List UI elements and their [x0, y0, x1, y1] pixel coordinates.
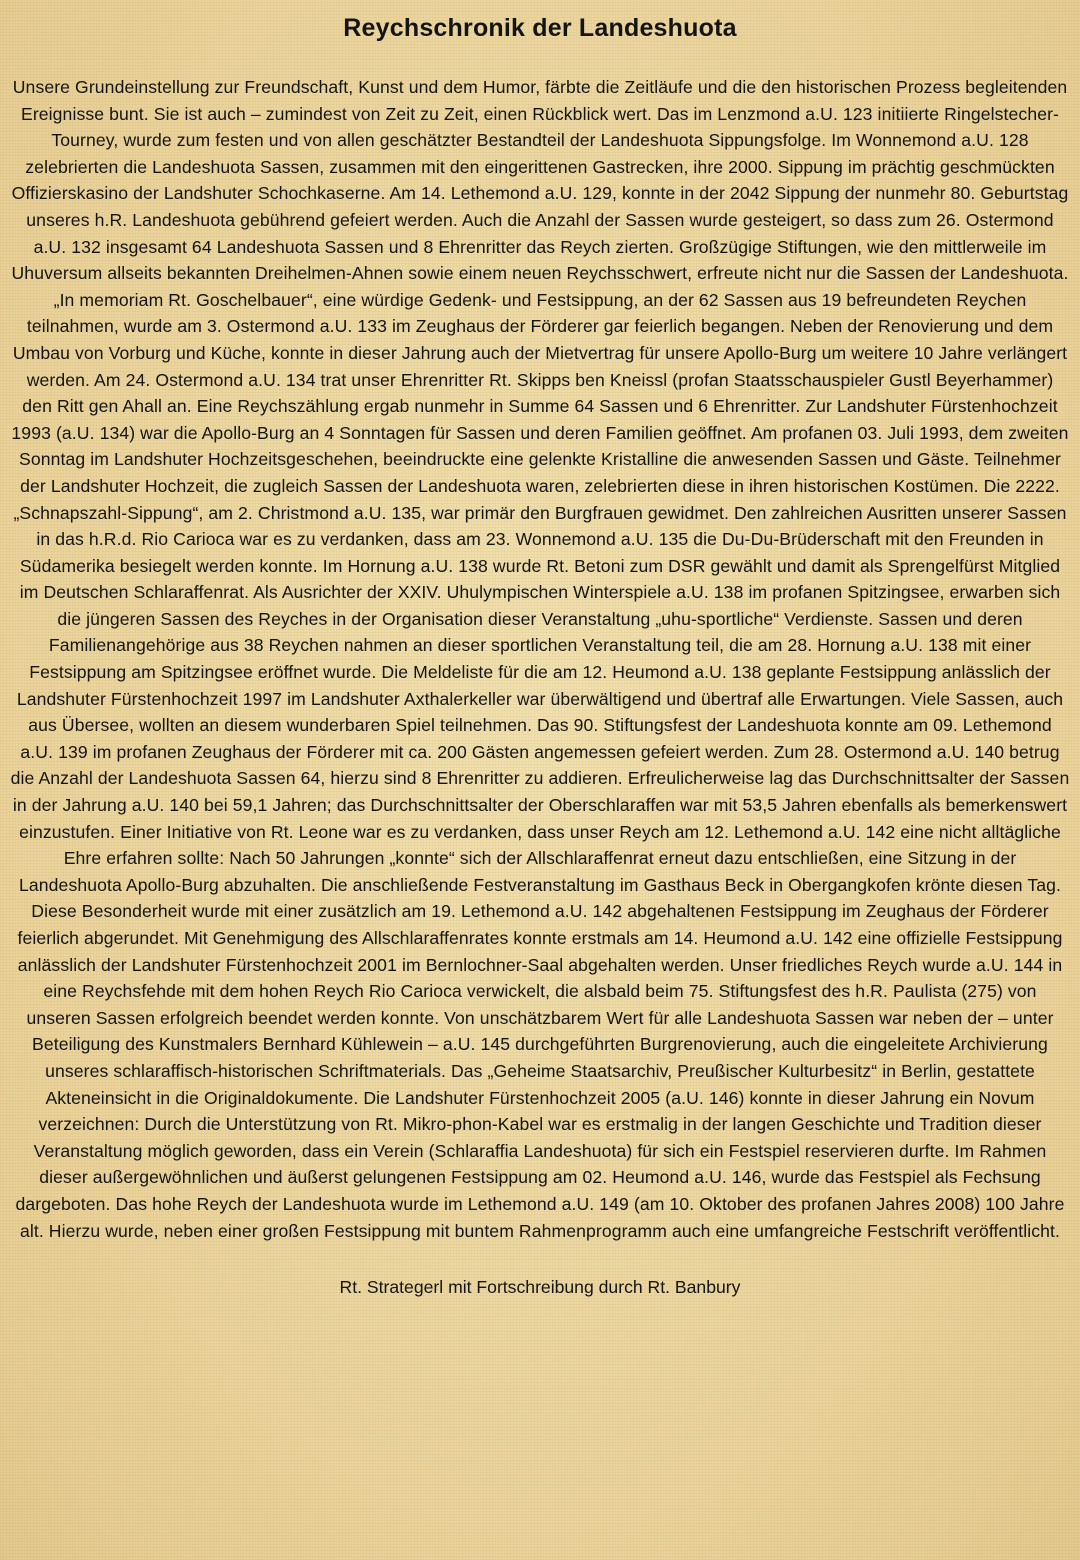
- chronicle-body-text: Unsere Grundeinstellung zur Freundschaft, Kunst und dem Humor, färbte die Zeitläufe und die den historischen Prozess begleitenden Ereignisse bunt. Sie ist auch – zumindest von Zeit zu Zeit, einen Rückblick wert. Das im Lenzmond a.U. 123 initiierte Ringelstecher-Tourney, wurde zum festen und von allen geschätzter Bestandteil der Landeshuota Sippungsfolge. Im Wonnemond a.U. 128 zelebrierten die Landeshuota Sassen, zusammen mit den eingerittenen Gastrecken, ihre 2000. Sippung im prächtig geschmückten Offizierskasino der Landshuter Schochkaserne. Am 14. Lethemond a.U. 129, konnte in der 2042 Sippung der nunmehr 80. Geburtstag unseres h.R. Landeshuota gebührend gefeiert werden. Auch die Anzahl der Sassen wurde gesteigert, so dass zum 26. Ostermond a.U. 132 insgesamt 64 Landeshuota Sassen und 8 Ehrenritter das Reych zierten. Großzügige Stiftungen, wie den mittlerweile im Uhuversum allseits bekannten Dreihelmen-Ahnen sowie einem neuen Reychsschwert, erfreute nicht nur die Sassen der Landeshuota. „In memoriam Rt. Goschelbauer“, eine würdige Gedenk- und Festsippung, an der 62 Sassen aus 19 befreundeten Reychen teilnahmen, wurde am 3. Ostermond a.U. 133 im Zeughaus der Förderer gar feierlich begangen. Neben der Renovierung und dem Umbau von Vorburg und Küche, konnte in dieser Jahrung auch der Mietvertrag für unsere Apollo-Burg um weitere 10 Jahre verlängert werden. Am 24. Ostermond a.U. 134 trat unser Ehrenritter Rt. Skipps ben Kneissl (profan Staatsschauspieler Gustl Beyerhammer) den Ritt gen Ahall an. Eine Reychszählung ergab nunmehr in Summe 64 Sassen und 6 Ehrenritter. Zur Landshuter Fürstenhochzeit 1993 (a.U. 134) war die Apollo-Burg an 4 Sonntagen für Sassen und deren Familien geöffnet. Am profanen 03. Juli 1993, dem zweiten Sonntag im Landshuter Hochzeitsgeschehen, beeindruckte eine gelenkte Kristalline die anwesenden Sassen und Gäste. Teilnehmer der Landshuter Hochzeit, die zugleich Sassen der Landeshuota waren, zelebrierten diese in ihren historischen Kostümen. Die 2222. „Schnapszahl-Sippung“, am 2. Christmond a.U. 135, war primär den Burgfrauen gewidmet. Den zahlreichen Ausritten unserer Sassen in das h.R.d. Rio Carioca war es zu verdanken, dass am 23. Wonnemond a.U. 135 die Du-Du-Brüderschaft mit den Freunden in Südamerika besiegelt werden konnte. Im Hornung a.U. 138 wurde Rt. Betoni zum DSR gewählt und damit als Sprengelfürst Mitglied im Deutschen Schlaraffenrat. Als Ausrichter der XXIV. Uhulympischen Winterspiele a.U. 138 im profanen Spitzingsee, erwarben sich die jüngeren Sassen des Reyches in der Organisation dieser Veranstaltung „uhu-sportliche“ Verdienste. Sassen und deren Familienangehörige aus 38 Reychen nahmen an dieser sportlichen Veranstaltung teil, die am 28. Hornung a.U. 138 mit einer Festsippung am Spitzingsee eröffnet wurde. Die Meldeliste für die am 12. Heumond a.U. 138 geplante Festsippung anlässlich der Landshuter Fürstenhochzeit 1997 im Landshuter Axthalerkeller war überwältigend und übertraf alle Erwartungen. Viele Sassen, auch aus Übersee, wollten an diesem wunderbaren Spiel teilnehmen. Das 90. Stiftungsfest der Landeshuota konnte am 09. Lethemond a.U. 139 im profanen Zeughaus der Förderer mit ca. 200 Gästen angemessen gefeiert werden. Zum 28. Ostermond a.U. 140 betrug die Anzahl der Landeshuota Sassen 64, hierzu sind 8 Ehrenritter zu addieren. Erfreulicherweise lag das Durchschnittsalter der Sassen in der Jahrung a.U. 140 bei 59,1 Jahren; das Durchschnittsalter der Oberschlaraffen war mit 53,5 Jahren ebenfalls als bemerkenswert einzustufen. Einer Initiative von Rt. Leone war es zu verdanken, dass unser Reych am 12. Lethemond a.U. 142 eine nicht alltägliche Ehre erfahren sollte: Nach 50 Jahrungen „konnte“ sich der Allschlaraffenrat erneut dazu entschließen, eine Sitzung in der Landeshuota Apollo-Burg abzuhalten. Die anschließende Festveranstaltung im Gasthaus Beck in Obergangkofen krönte diesen Tag. Diese Besonderheit wurde mit einer zusätzlich am 19. Lethemond a.U. 142 abgehaltenen Festsippung im Zeughaus der Förderer feierlich abgerundet. Mit Genehmigung des Allschlaraffenrates konnte erstmals am 14. Heumond a.U. 142 eine offizielle Festsippung anlässlich der Landshuter Fürstenhochzeit 2001 im Bernlochner-Saal abgehalten werden. Unser friedliches Reych wurde a.U. 144 in eine Reychsfehde mit dem hohen Reych Rio Carioca verwickelt, die alsbald beim 75. Stiftungsfest des h.R. Paulista (275) von unseren Sassen erfolgreich beendet werden konnte. Von unschätzbarem Wert für alle Landeshuota Sassen war neben der – unter Beteiligung des Kunstmalers Bernhard Kühlewein – a.U. 145 durchgeführten Burgrenovierung, auch die eingeleitete Archivierung unseres schlaraffisch-historischen Schriftmaterials. Das „Geheime Staatsarchiv, Preußischer Kulturbesitz“ in Berlin, gestattete Akteneinsicht in die Originaldokumente. Die Landshuter Fürstenhochzeit 2005 (a.U. 146) konnte in dieser Jahrung ein Novum verzeichnen: Durch die Unterstützung von Rt. Mikro-phon-Kabel war es erstmalig in der langen Geschichte und Tradition dieser Veranstaltung möglich geworden, dass ein Verein (Schlaraffia Landeshuota) für sich ein Festspiel reservieren durfte. Im Rahmen dieser außergewöhnlichen und äußerst gelungenen Festsippung am 02. Heumond a.U. 146, wurde das Festspiel als Fechsung dargeboten. Das hohe Reych der Landeshuota wurde im Lethemond a.U. 149 (am 10. Oktober des profanen Jahres 2008) 100 Jahre alt. Hierzu wurde, neben einer großen Festsippung mit buntem Rahmenprogramm auch eine umfangreiche Festschrift veröffentlicht.: [10, 77, 1070, 1241]
- document-title: Reychschronik der Landeshuota: [343, 14, 737, 42]
- author-signature: Rt. Strategerl mit Fortschreibung durch Rt. Banbury: [339, 1277, 741, 1298]
